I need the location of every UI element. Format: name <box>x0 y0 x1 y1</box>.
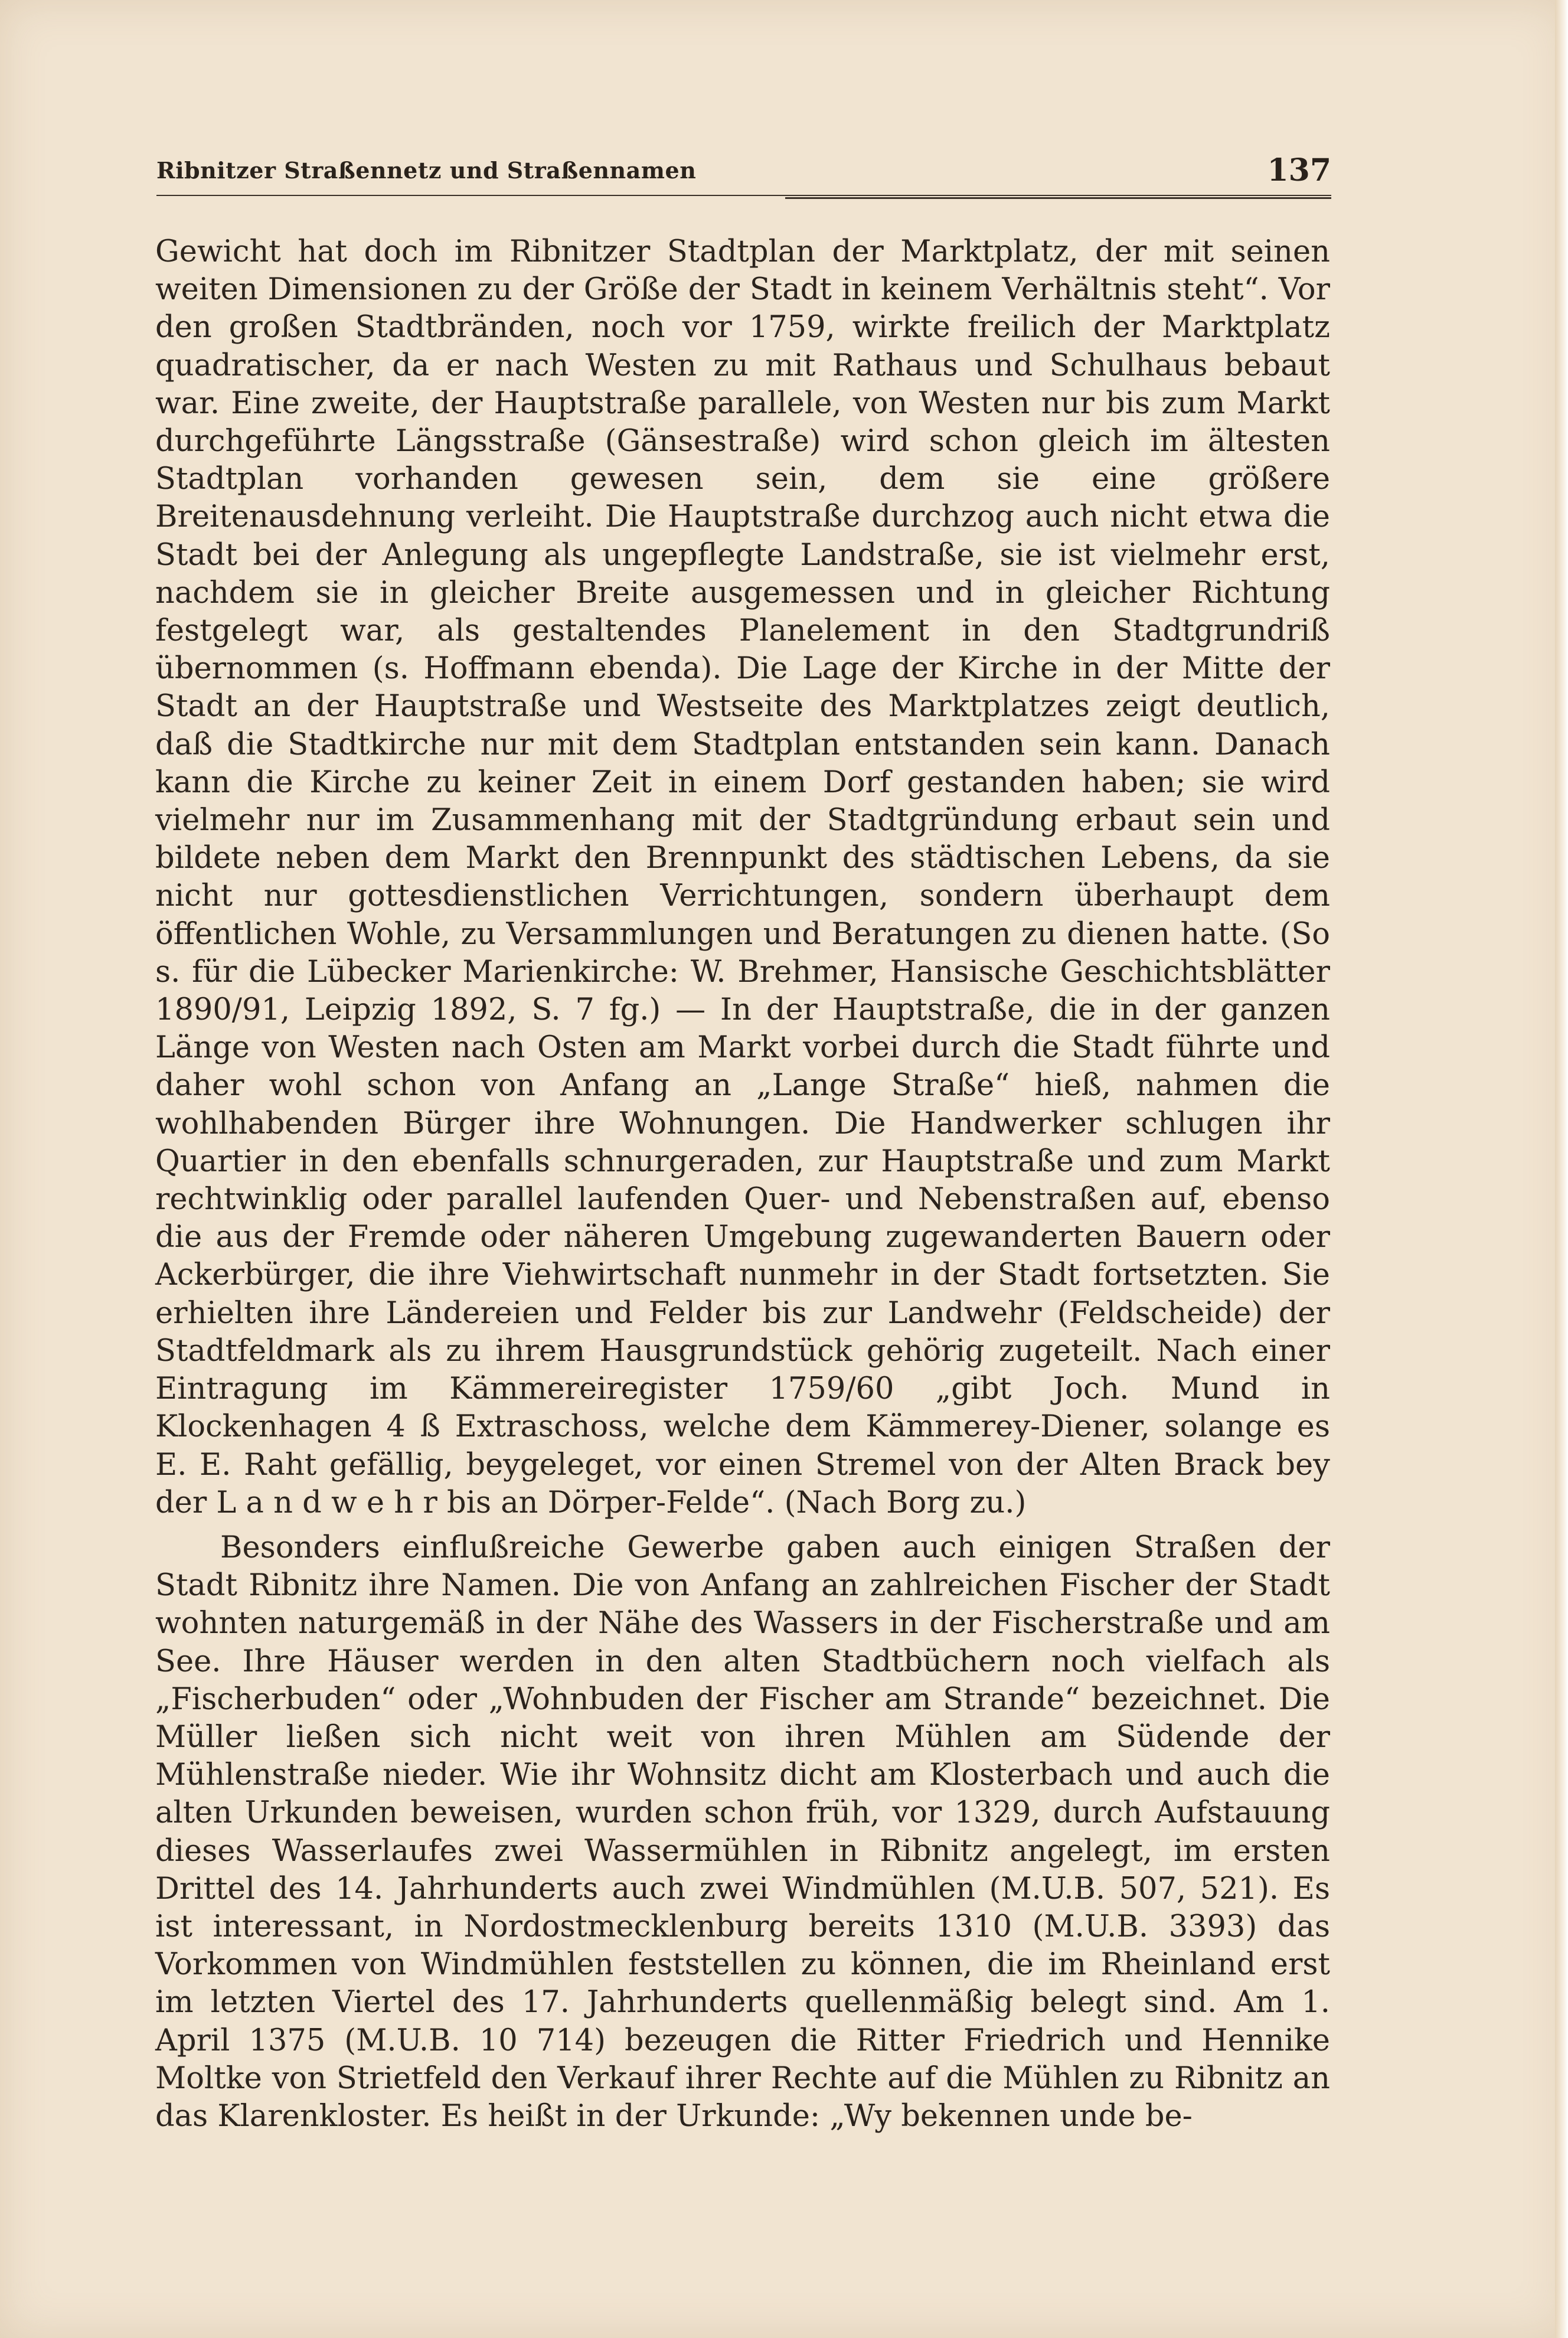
running-title: Ribnitzer Straßennetz und Straßennamen <box>156 157 697 184</box>
running-header <box>156 152 1331 194</box>
body-text <box>155 233 1330 2135</box>
page-edge <box>1555 0 1568 2338</box>
paragraph: Besonders einflußreiche Gewerbe gaben auch einigen Straßen der Stadt Ribnitz ihre Namen. Die von Anfang an zahlreichen Fischer der Stadt wohnten naturgemäß in der Nähe des Wassers in der Fischerstraße und am See. Ihre Häuser werden in den alten Stadtbüchern noch vielfach als „Fischerbuden“ oder „Wohnbuden der Fischer am Strande“ bezeichnet. Die Müller ließen sich nicht weit von ihren Mühlen am Südende der Mühlenstraße nieder. Wie ihr Wohnsitz dicht am Klosterbach und auch die alten Urkunden beweisen, wurden schon früh, vor 1329, durch Aufstauung dieses Wasserlaufes zwei Wassermühlen in Ribnitz angelegt, im ersten Drittel des 14. Jahrhunderts auch zwei Windmühlen (M.U.B. 507, 521). Es ist interessant, in Nordostmecklenburg bereits 1310 (M.U.B. 3393) das Vorkommen von Windmühlen feststellen zu können, die im Rheinland erst im letzten Viertel des 17. Jahrhunderts quellenmäßig belegt sind. Am 1. April 1375 (M.U.B. 10 714) bezeugen die Ritter Friedrich und Hennike Moltke von Strietfeld den Verkauf ihrer Rechte auf die Mühlen zu Ribnitz an das Klarenkloster. Es heißt in der Urkunde: „Wy bekennen unde be- <box>155 1530 1330 2134</box>
header-rule-thick <box>785 197 1331 199</box>
header-rule <box>156 195 1331 196</box>
page-number: 137 <box>1267 152 1331 188</box>
paragraph: Gewicht hat doch im Ribnitzer Stadtplan der Marktplatz, der mit seinen weiten Dimensionen zu der Größe der Stadt in keinem Verhältnis steht“. Vor den großen Stadtbränden, noch vor 1759, wirkte freilich der Marktplatz quadratischer, da er nach Westen zu mit Rathaus und Schulhaus bebaut war. Eine zweite, der Hauptstraße parallele, von Westen nur bis zum Markt durchgeführte Längsstraße (Gänsestraße) wird schon gleich im ältesten Stadtplan vorhanden gewesen sein, dem sie eine größere Breitenausdehnung verleiht. Die Hauptstraße durchzog auch nicht etwa die Stadt bei der Anlegung als ungepflegte Landstraße, sie ist vielmehr erst, nachdem sie in gleicher Breite ausgemessen und in gleicher Richtung festgelegt war, als gestaltendes Planelement in den Stadtgrundriß übernommen (s. Hoffmann ebenda). Die Lage der Kirche in der Mitte der Stadt an der Hauptstraße und Westseite des Marktplatzes zeigt deutlich, daß die Stadtkirche nur mit dem Stadtplan entstanden sein kann. Danach kann die Kirche zu keiner Zeit in einem Dorf gestanden haben; sie wird vielmehr nur im Zusammenhang mit der Stadtgründung erbaut sein und bildete neben dem Markt den Brennpunkt des städtischen Lebens, da sie nicht nur gottesdienstlichen Verrichtungen, sondern überhaupt dem öffentlichen Wohle, zu Versammlungen und Beratungen zu dienen hatte. (So s. für die Lübecker Marienkirche: W. Brehmer, Hansische Geschichtsblätter 1890/91, Leipzig 1892, S. 7 fg.) — In der Hauptstraße, die in der ganzen Länge von Westen nach Osten am Markt vorbei durch die Stadt führte und daher wohl schon von Anfang an „Lange Straße“ hieß, nahmen die wohlhabenden Bürger ihre Wohnungen. Die Handwerker schlugen ihr Quartier in den ebenfalls schnurgeraden, zur Hauptstraße und zum Markt rechtwinklig oder parallel laufenden Quer- und Nebenstraßen auf, ebenso die aus der Fremde oder näheren Umgebung zugewanderten Bauern oder Ackerbürger, die ihre Viehwirtschaft nunmehr in der Stadt fortsetzten. Sie erhielten ihre Ländereien und Felder bis zur Landwehr (Feldscheide) der Stadtfeldmark als zu ihrem Hausgrundstück gehörig zugeteilt. Nach einer Eintragung im Kämmereiregister 1759/60 „gibt Joch. Mund in Klockenhagen 4 ß Extraschoss, welche dem Kämmerey-Diener, solange es E. E. Raht gefällig, beygeleget, vor einen Stremel von der Alten Brack bey der L a n d w e h r bis an Dörper-Felde“. (Nach Borg zu.) <box>155 234 1330 1520</box>
